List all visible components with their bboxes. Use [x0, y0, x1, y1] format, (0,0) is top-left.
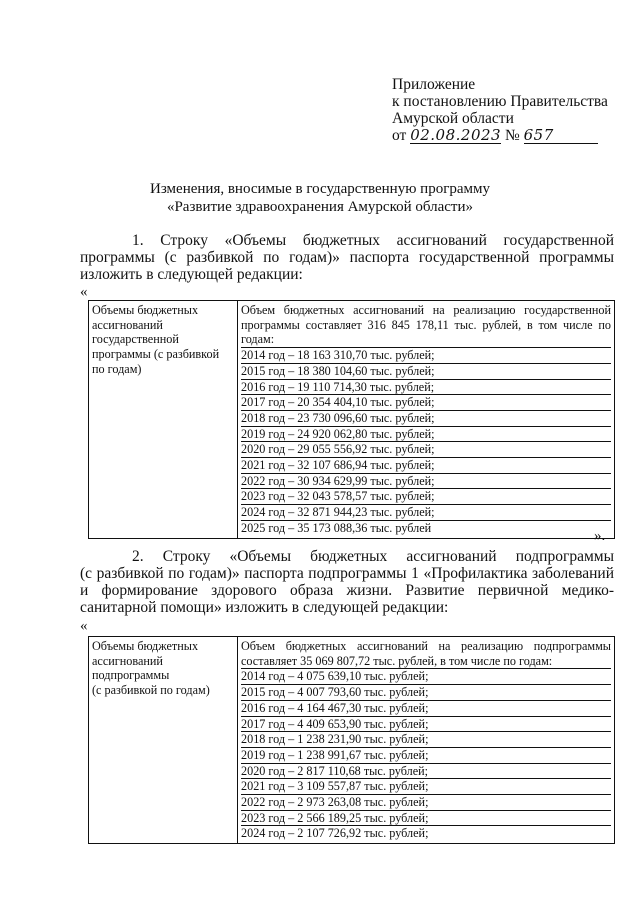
- table-row: [89, 301, 615, 539]
- year-line: 2025 год – 35 173 088,36 тыс. рублей: [241, 520, 432, 535]
- section-1-text: [80, 232, 614, 283]
- year-line: 2023 год – 32 043 578,57 тыс. рублей;: [241, 489, 611, 505]
- intro-line: составляет 35 069 807,72 тыс. рублей, в том числе по годам:: [241, 654, 611, 670]
- label-line: ассигнований: [92, 317, 163, 332]
- title-line-2: «Развитие здравоохранения Амурской области»: [166, 199, 474, 215]
- intro-line: Объем бюджетных ассигнований на реализацию подпрограммы: [241, 639, 611, 653]
- year-line: 2018 год – 1 238 231,90 тыс. рублей;: [241, 732, 611, 748]
- year-line: 2024 год – 32 871 944,23 тыс. рублей;: [241, 505, 611, 521]
- budget-table-2: [88, 636, 615, 844]
- year-line: 2014 год – 4 075 639,10 тыс. рублей;: [241, 669, 611, 685]
- year-line: 2024 год – 2 107 726,92 тыс. рублей;: [241, 826, 429, 841]
- section-1-line: программы (с разбивкой по годам)» паспорта государственной программы: [80, 249, 614, 266]
- year-line: 2018 год – 23 730 096,60 тыс. рублей;: [241, 411, 611, 427]
- appendix-region: Амурской области: [392, 110, 514, 127]
- document-title: [0, 180, 640, 216]
- label-line: Объемы бюджетных: [92, 303, 199, 317]
- year-line: 2022 год – 30 934 629,99 тыс. рублей;: [241, 474, 611, 490]
- close-quote-1: ».: [594, 528, 606, 544]
- year-line: 2017 год – 20 354 404,10 тыс. рублей;: [241, 395, 611, 411]
- year-line: 2016 год – 19 110 714,30 тыс. рублей;: [241, 380, 611, 396]
- budget-table-1: [88, 300, 615, 539]
- intro-line: Объем бюджетных ассигнований на реализацию государственной: [241, 303, 611, 317]
- year-line: 2022 год – 2 973 263,08 тыс. рублей;: [241, 795, 611, 811]
- label-line: программы (с разбивкой: [92, 347, 220, 362]
- section-2-line: и формирование здорового образа жизни. Развитие первичной медико-: [80, 582, 614, 599]
- year-line: 2020 год – 2 817 110,68 тыс. рублей;: [241, 764, 611, 780]
- section-2-line: (с разбивкой по годам)» паспорта подпрограммы 1 «Профилактика заболеваний: [80, 565, 614, 582]
- section-1-line: изложить в следующей редакции:: [80, 266, 303, 283]
- year-line: 2023 год – 2 566 189,25 тыс. рублей;: [241, 811, 611, 827]
- year-line: 2016 год – 4 164 467,30 тыс. рублей;: [241, 701, 611, 717]
- open-quote-1: «: [80, 284, 88, 300]
- label-line: государственной: [92, 332, 179, 347]
- label-line: (с разбивкой по годам): [92, 683, 210, 698]
- open-quote-2: «: [80, 618, 88, 634]
- label-line: по годам): [92, 361, 142, 376]
- label-line: Объемы бюджетных: [92, 639, 199, 653]
- section-1-line: 1. Строку «Объемы бюджетных ассигнований государственной: [132, 232, 614, 249]
- title-line-1: Изменения, вносимые в государственную программу: [150, 181, 490, 197]
- year-line: 2014 год – 18 163 310,70 тыс. рублей;: [241, 348, 611, 364]
- year-line: 2021 год – 3 109 557,87 тыс. рублей;: [241, 779, 611, 795]
- intro-line: программы составляет 316 845 178,11 тыс. рублей, в том числе по: [241, 317, 611, 332]
- intro-line: годам:: [241, 332, 611, 348]
- number-value: 657: [524, 128, 598, 144]
- year-line: 2017 год – 4 409 653,90 тыс. рублей;: [241, 717, 611, 733]
- section-2-line: санитарной помощи» изложить в следующей редакции:: [80, 599, 449, 616]
- appendix-title: Приложение: [392, 76, 476, 93]
- section-2-line: 2. Строку «Объемы бюджетных ассигнований подпрограммы: [132, 548, 614, 565]
- number-prefix: №: [504, 127, 520, 144]
- year-line: 2021 год – 32 107 686,94 тыс. рублей;: [241, 458, 611, 474]
- appendix-resolution: к постановлению Правительства: [392, 93, 608, 110]
- label-line: подпрограммы: [92, 668, 170, 683]
- year-line: 2015 год – 4 007 793,60 тыс. рублей;: [241, 685, 611, 701]
- label-line: ассигнований: [92, 653, 163, 668]
- date-prefix: от: [392, 127, 407, 144]
- budget-label-cell: [89, 301, 238, 539]
- appendix-date-number: [392, 127, 608, 144]
- year-line: 2019 год – 1 238 991,67 тыс. рублей;: [241, 748, 611, 764]
- year-line: 2019 год – 24 920 062,80 тыс. рублей;: [241, 427, 611, 443]
- budget-value-cell: [238, 637, 615, 844]
- appendix-header: [392, 76, 608, 144]
- budget-value-cell: [238, 301, 615, 539]
- budget-label-cell: [89, 637, 238, 844]
- table-row: [89, 637, 615, 844]
- year-line: 2015 год – 18 380 104,60 тыс. рублей;: [241, 364, 611, 380]
- year-line: 2020 год – 29 055 556,92 тыс. рублей;: [241, 442, 611, 458]
- date-value: 02.08.2023: [410, 126, 502, 144]
- section-2-text: [80, 548, 614, 616]
